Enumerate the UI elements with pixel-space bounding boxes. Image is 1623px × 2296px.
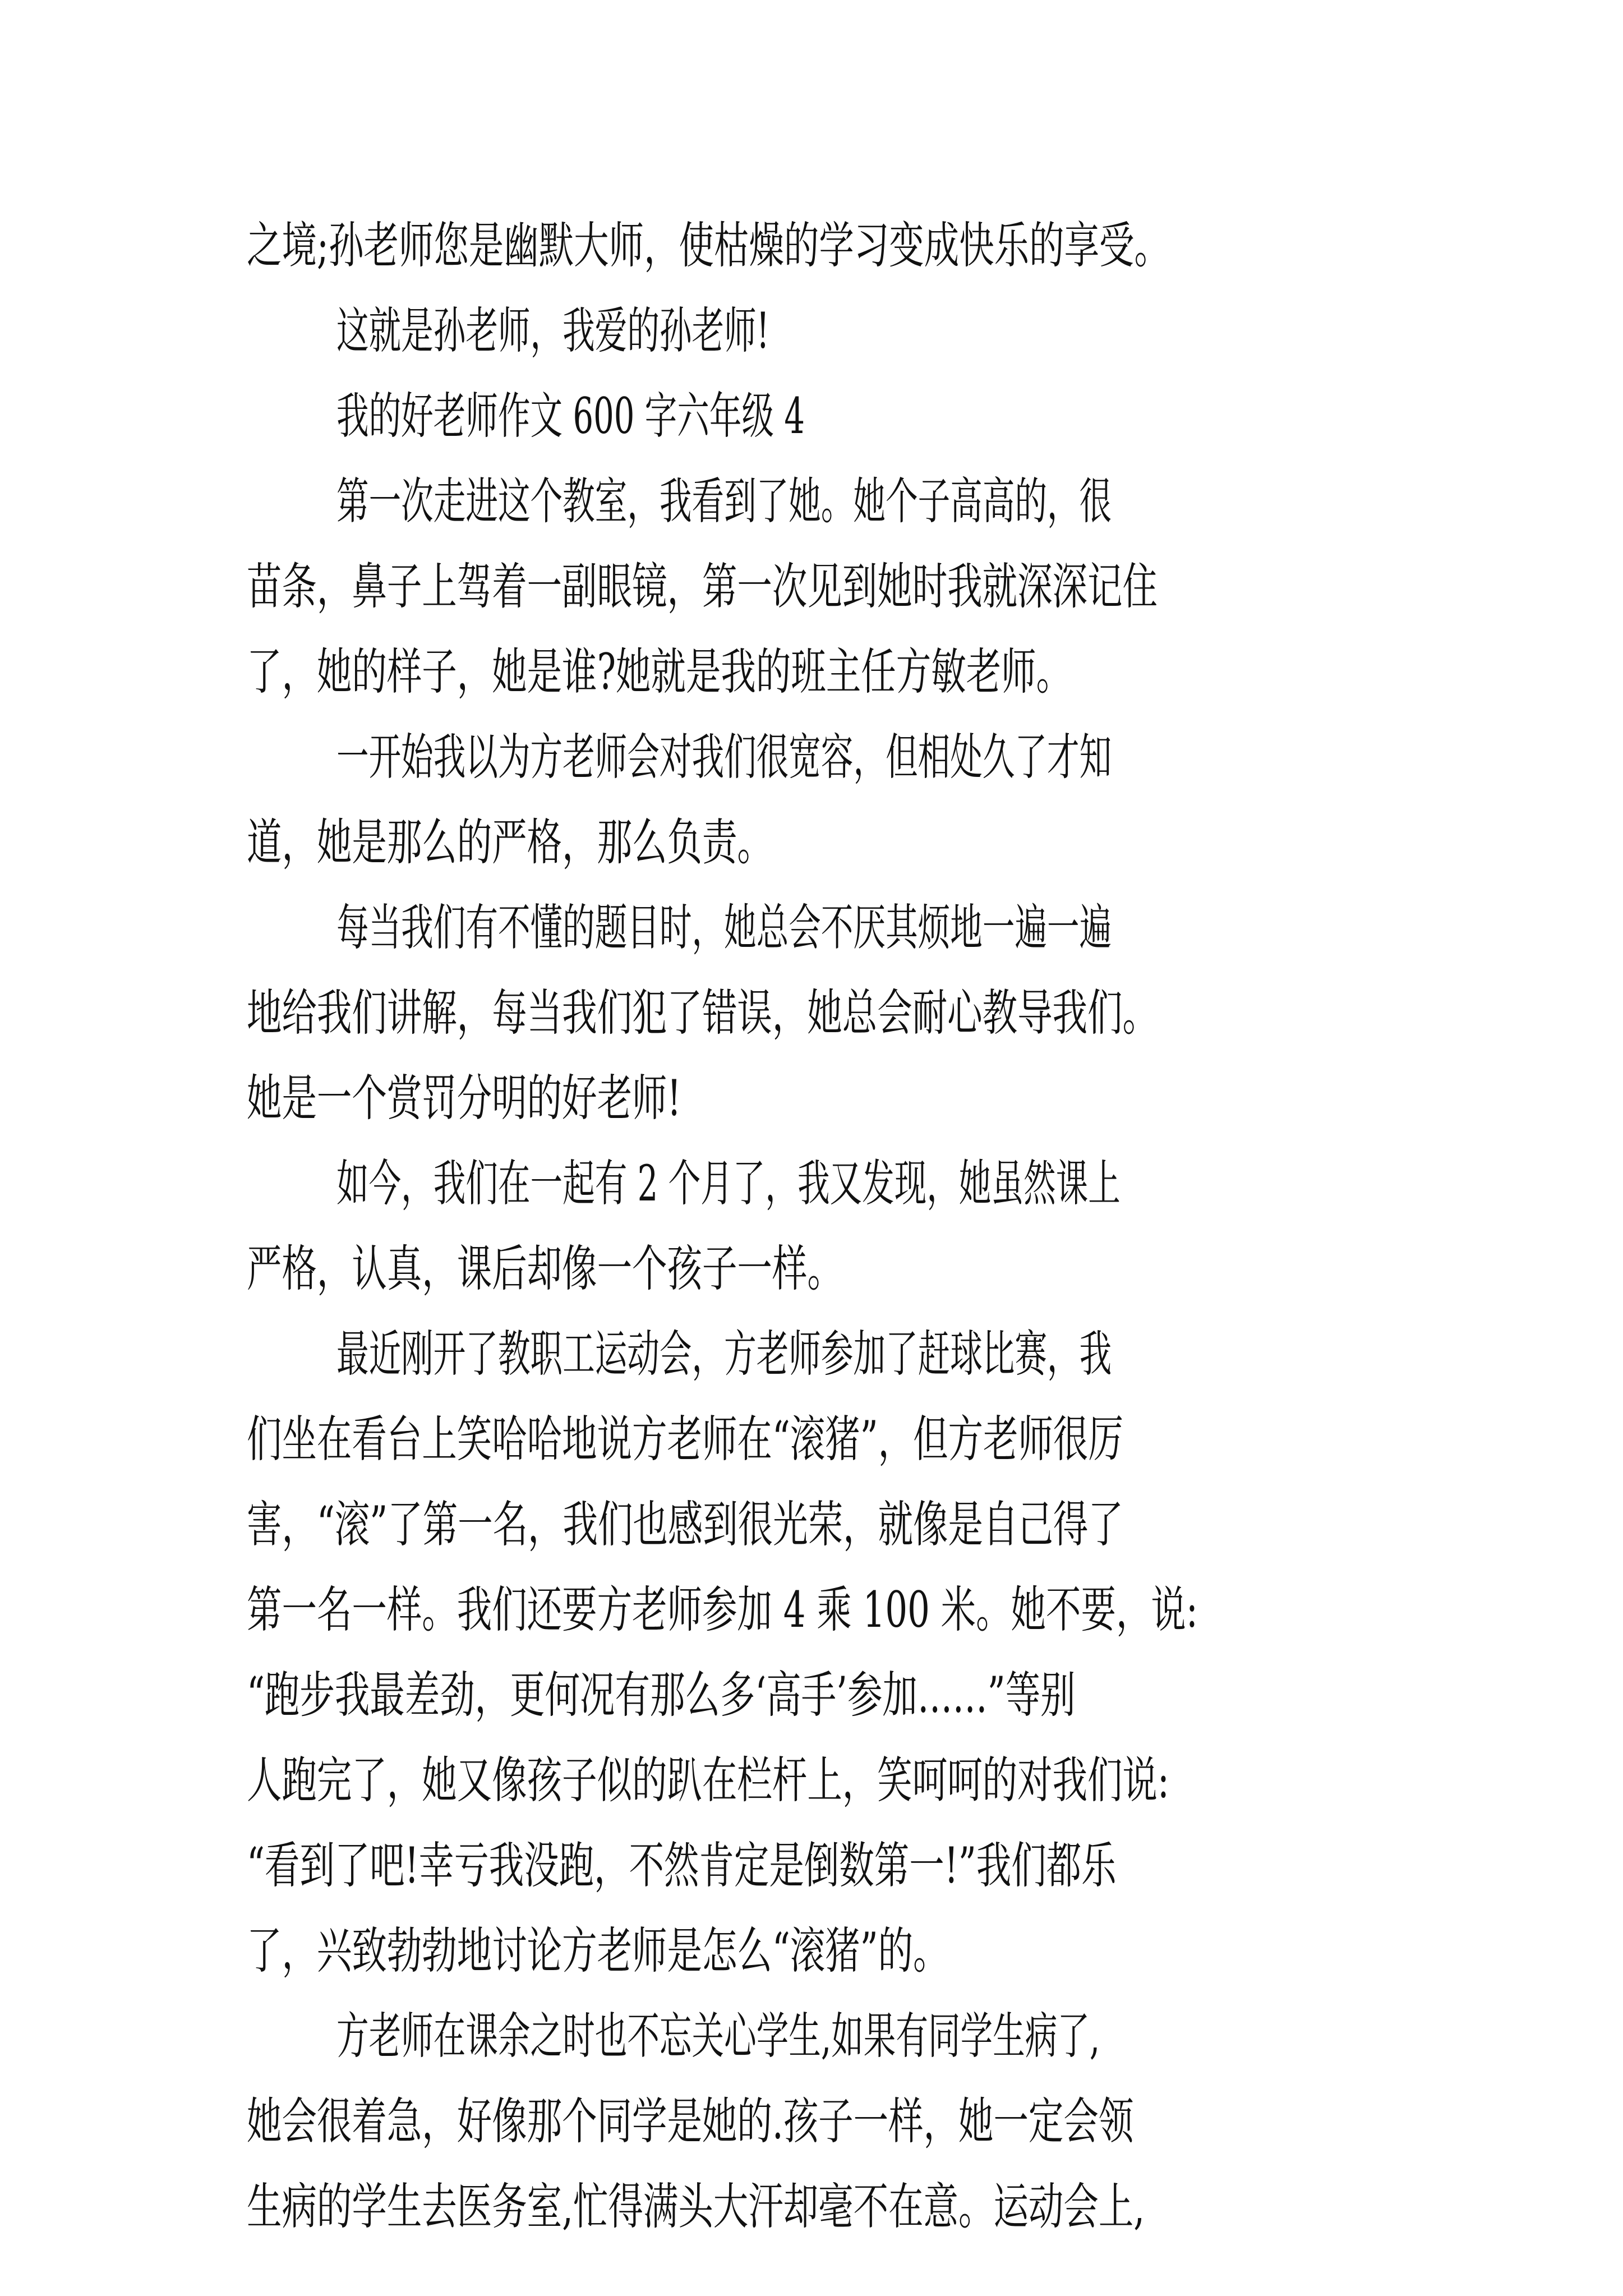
- text-line: 地给我们讲解，每当我们犯了错误，她总会耐心教导我们。: [247, 984, 1158, 1042]
- text-line: 最近刚开了教职工运动会，方老师参加了赶球比赛，我: [336, 1325, 1112, 1383]
- text-line: 她会很着急，好像那个同学是她的.孩子一样，她一定会领: [247, 2092, 1134, 2150]
- text-line: 之境;孙老师您是幽默大师，使枯燥的学习变成快乐的享受。: [247, 217, 1169, 274]
- text-line: 害，“滚”了第一名，我们也感到很光荣，就像是自己得了: [247, 1496, 1123, 1553]
- text-line: 她是一个赏罚分明的好老师!: [247, 1069, 681, 1127]
- text-line: 生病的学生去医务室,忙得满头大汗却毫不在意。运动会上,: [247, 2178, 1145, 2235]
- text-line: 人跑完了，她又像孩子似的趴在栏杆上，笑呵呵的对我们说:: [247, 1751, 1169, 1809]
- text-line: “跑步我最差劲，更何况有那么多‘高手’参加……”等别: [247, 1666, 1076, 1724]
- text-line: “看到了吧!幸亏我没跑，不然肯定是倒数第一!”我们都乐: [247, 1837, 1117, 1894]
- text-line: 第一次走进这个教室，我看到了她。她个子高高的，很: [336, 472, 1112, 530]
- text-line: 这就是孙老师，我爱的孙老师!: [336, 302, 769, 360]
- text-line: 们坐在看台上笑哈哈地说方老师在“滚猪”，但方老师很厉: [247, 1410, 1123, 1468]
- text-line: 道，她是那么的严格，那么负责。: [247, 813, 772, 871]
- text-line: 方老师在课余之时也不忘关心学生,如果有同学生病了,: [336, 2007, 1100, 2065]
- text-line: 了，她的样子，她是谁?她就是我的班主任方敏老师。: [247, 643, 1072, 701]
- article-heading: 我的好老师作文 600 字六年级 4: [336, 387, 805, 445]
- text-line: 严格，认真，课后却像一个孩子一样。: [247, 1240, 842, 1297]
- text-line: 如今，我们在一起有 2 个月了，我又发现，她虽然课上: [336, 1154, 1121, 1212]
- text-line: 苗条，鼻子上驾着一副眼镜，第一次见到她时我就深深记住: [247, 558, 1158, 615]
- text-line: 每当我们有不懂的题目时，她总会不厌其烦地一遍一遍: [336, 899, 1112, 956]
- text-line: 了，兴致勃勃地讨论方老师是怎么“滚猪”的。: [247, 1922, 948, 1980]
- text-line: 一开始我以为方老师会对我们很宽容，但相处久了才知: [336, 728, 1112, 786]
- text-line: 第一名一样。我们还要方老师参加 4 乘 100 米。她不要，说:: [247, 1581, 1198, 1639]
